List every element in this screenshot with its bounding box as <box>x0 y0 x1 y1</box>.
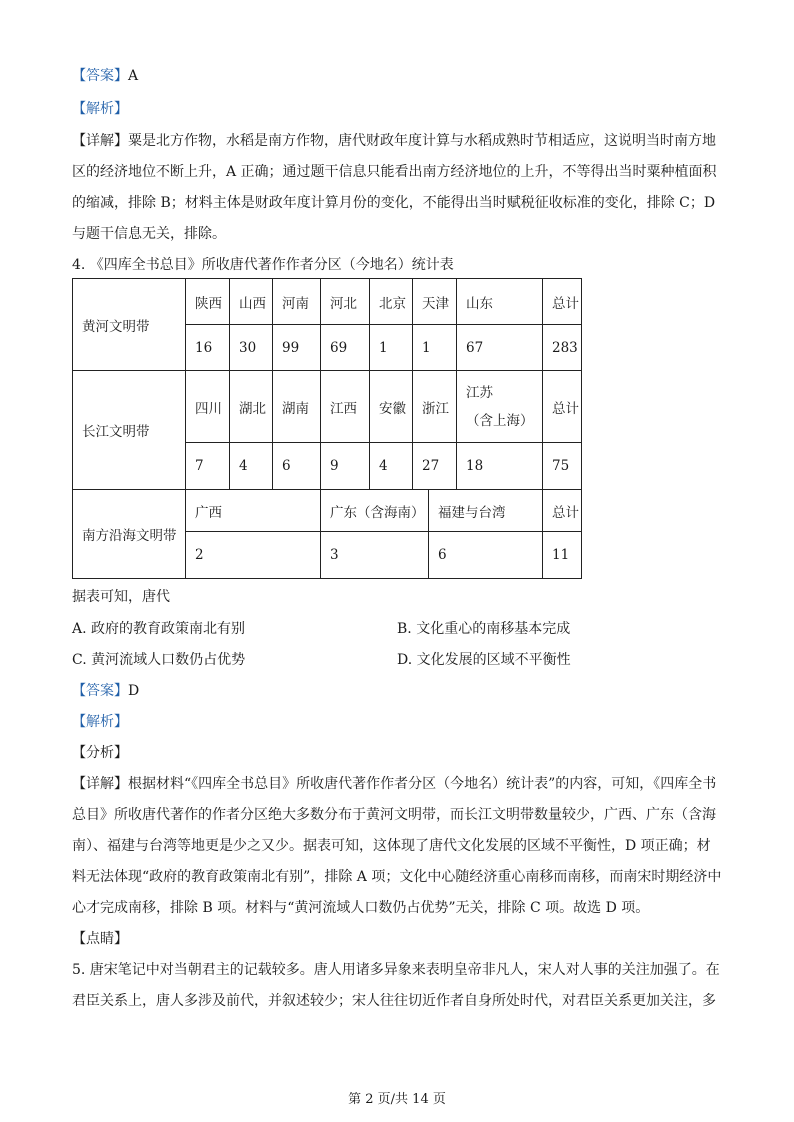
table-row <box>73 490 582 532</box>
count-cell: 67 <box>457 325 543 371</box>
count-cell: 69 <box>321 325 370 371</box>
count-cell: 9 <box>321 443 370 490</box>
q3-detail-line: 的缩减，排除 B；材料主体是财政年度计算月份的变化，不能得出当时赋税征收标准的变化，排除 C；D <box>72 195 716 211</box>
region-cell: 江西 <box>321 371 370 443</box>
q3-detail-line: 与题干信息无关，排除。 <box>72 226 226 242</box>
count-cell: 30 <box>230 325 273 371</box>
region-cell-jiangsu <box>457 371 543 443</box>
count-cell: 27 <box>413 443 457 490</box>
region-cell: 湖北 <box>230 371 273 443</box>
total-cell: 75 <box>543 443 582 490</box>
region-cell: 陕西 <box>186 279 230 325</box>
count-cell: 1 <box>370 325 413 371</box>
q3-analysis-label: 【解析】 <box>72 101 128 117</box>
count-cell: 6 <box>273 443 321 490</box>
total-header-cell: 总计 <box>543 279 582 325</box>
q3-answer-value: A <box>128 68 139 84</box>
group-cell: 南方沿海文明带 <box>73 490 186 579</box>
region-cell: 广西 <box>186 490 321 532</box>
region-cell: 四川 <box>186 371 230 443</box>
page-footer: 第 2 页/共 14 页 <box>348 1092 446 1107</box>
q3-answer <box>72 66 138 86</box>
region-cell: 北京 <box>370 279 413 325</box>
group-cell: 长江文明带 <box>73 371 186 490</box>
q3-detail-line: 区的经济地位不断上升，A 正确；通过题干信息只能看出南方经济地位的上升，不等得出当时粟种植面积 <box>72 164 717 180</box>
region-note: （含上海） <box>466 412 534 429</box>
q4-answer-value: D <box>128 683 140 699</box>
q4-stem: 4. 《四库全书总目》所收唐代著作作者分区（今地名）统计表 <box>72 257 454 273</box>
region-cell: 天津 <box>413 279 457 325</box>
q5-line: 5. 唐宋笔记中对当朝君主的记载较多。唐人用诸多异象来表明皇帝非凡人，宋人对人事的关注加强了。在 <box>72 962 720 978</box>
table-row <box>73 279 582 325</box>
q4-answer <box>72 681 139 701</box>
region-cell: 福建与台湾 <box>429 490 543 532</box>
q4-detail-line: 料无法体现“政府的教育政策南北有别”，排除 A 项；文化中心随经济重心南移而南移，而南宋时期经济中 <box>72 869 722 885</box>
region-cell: 河北 <box>321 279 370 325</box>
stats-table <box>72 278 582 579</box>
q5-line: 君臣关系上，唐人多涉及前代，并叙述较少；宋人往往切近作者自身所处时代，对君臣关系更加关注，多 <box>72 993 716 1009</box>
count-cell: 4 <box>370 443 413 490</box>
region-cell: 山西 <box>230 279 273 325</box>
q4-analysis-label: 【解析】 <box>72 714 128 730</box>
count-cell: 18 <box>457 443 543 490</box>
q4-lead: 据表可知，唐代 <box>72 589 170 605</box>
region-cell: 河南 <box>273 279 321 325</box>
region-cell: 山东 <box>457 279 543 325</box>
q3-answer-label: 【答案】 <box>72 68 128 84</box>
option-c: C. 黄河流域人口数仍占优势 <box>72 652 246 668</box>
q4-detail-line: 【详解】根据材料“《四库全书总目》所收唐代著作作者分区（今地名）统计表”的内容，可知，《四库全书 <box>72 776 717 792</box>
region-name: 江苏 <box>466 384 493 401</box>
region-cell: 广东（含海南） <box>321 490 429 532</box>
option-b: B. 文化重心的南移基本完成 <box>397 621 571 637</box>
count-cell: 99 <box>273 325 321 371</box>
group-cell: 黄河文明带 <box>73 279 186 371</box>
region-cell: 浙江 <box>413 371 457 443</box>
region-cell: 湖南 <box>273 371 321 443</box>
region-cell: 安徽 <box>370 371 413 443</box>
option-d: D. 文化发展的区域不平衡性 <box>397 652 571 668</box>
q4-fenxi-label: 【分析】 <box>72 745 128 761</box>
total-cell: 11 <box>543 532 582 579</box>
total-cell: 283 <box>543 325 582 371</box>
count-cell: 2 <box>186 532 321 579</box>
count-cell: 4 <box>230 443 273 490</box>
table-row <box>73 371 582 443</box>
q4-answer-label: 【答案】 <box>72 683 128 699</box>
count-cell: 6 <box>429 532 543 579</box>
count-cell: 1 <box>413 325 457 371</box>
count-cell: 7 <box>186 443 230 490</box>
q4-dianjing-label: 【点睛】 <box>72 931 128 947</box>
count-cell: 3 <box>321 532 429 579</box>
q3-detail-line: 【详解】粟是北方作物，水稻是南方作物，唐代财政年度计算与水稻成熟时节相适应，这说明当时南方地 <box>72 133 716 149</box>
total-header-cell: 总计 <box>543 490 582 532</box>
q4-detail-line: 南）、福建与台湾等地更是少之又少。据表可知，这体现了唐代文化发展的区域不平衡性，D 项正确；材 <box>72 838 711 854</box>
q4-detail-line: 总目》所收唐代著作的作者分区绝大多数分布于黄河文明带，而长江文明带数量较少，广西、广东（含海 <box>72 807 716 823</box>
q4-detail-line: 心才完成南移，排除 B 项。材料与“黄河流域人口数仍占优势”无关，排除 C 项。故选 D 项。 <box>72 900 650 916</box>
count-cell: 16 <box>186 325 230 371</box>
option-a: A. 政府的教育政策南北有别 <box>72 621 246 637</box>
total-header-cell: 总计 <box>543 371 582 443</box>
